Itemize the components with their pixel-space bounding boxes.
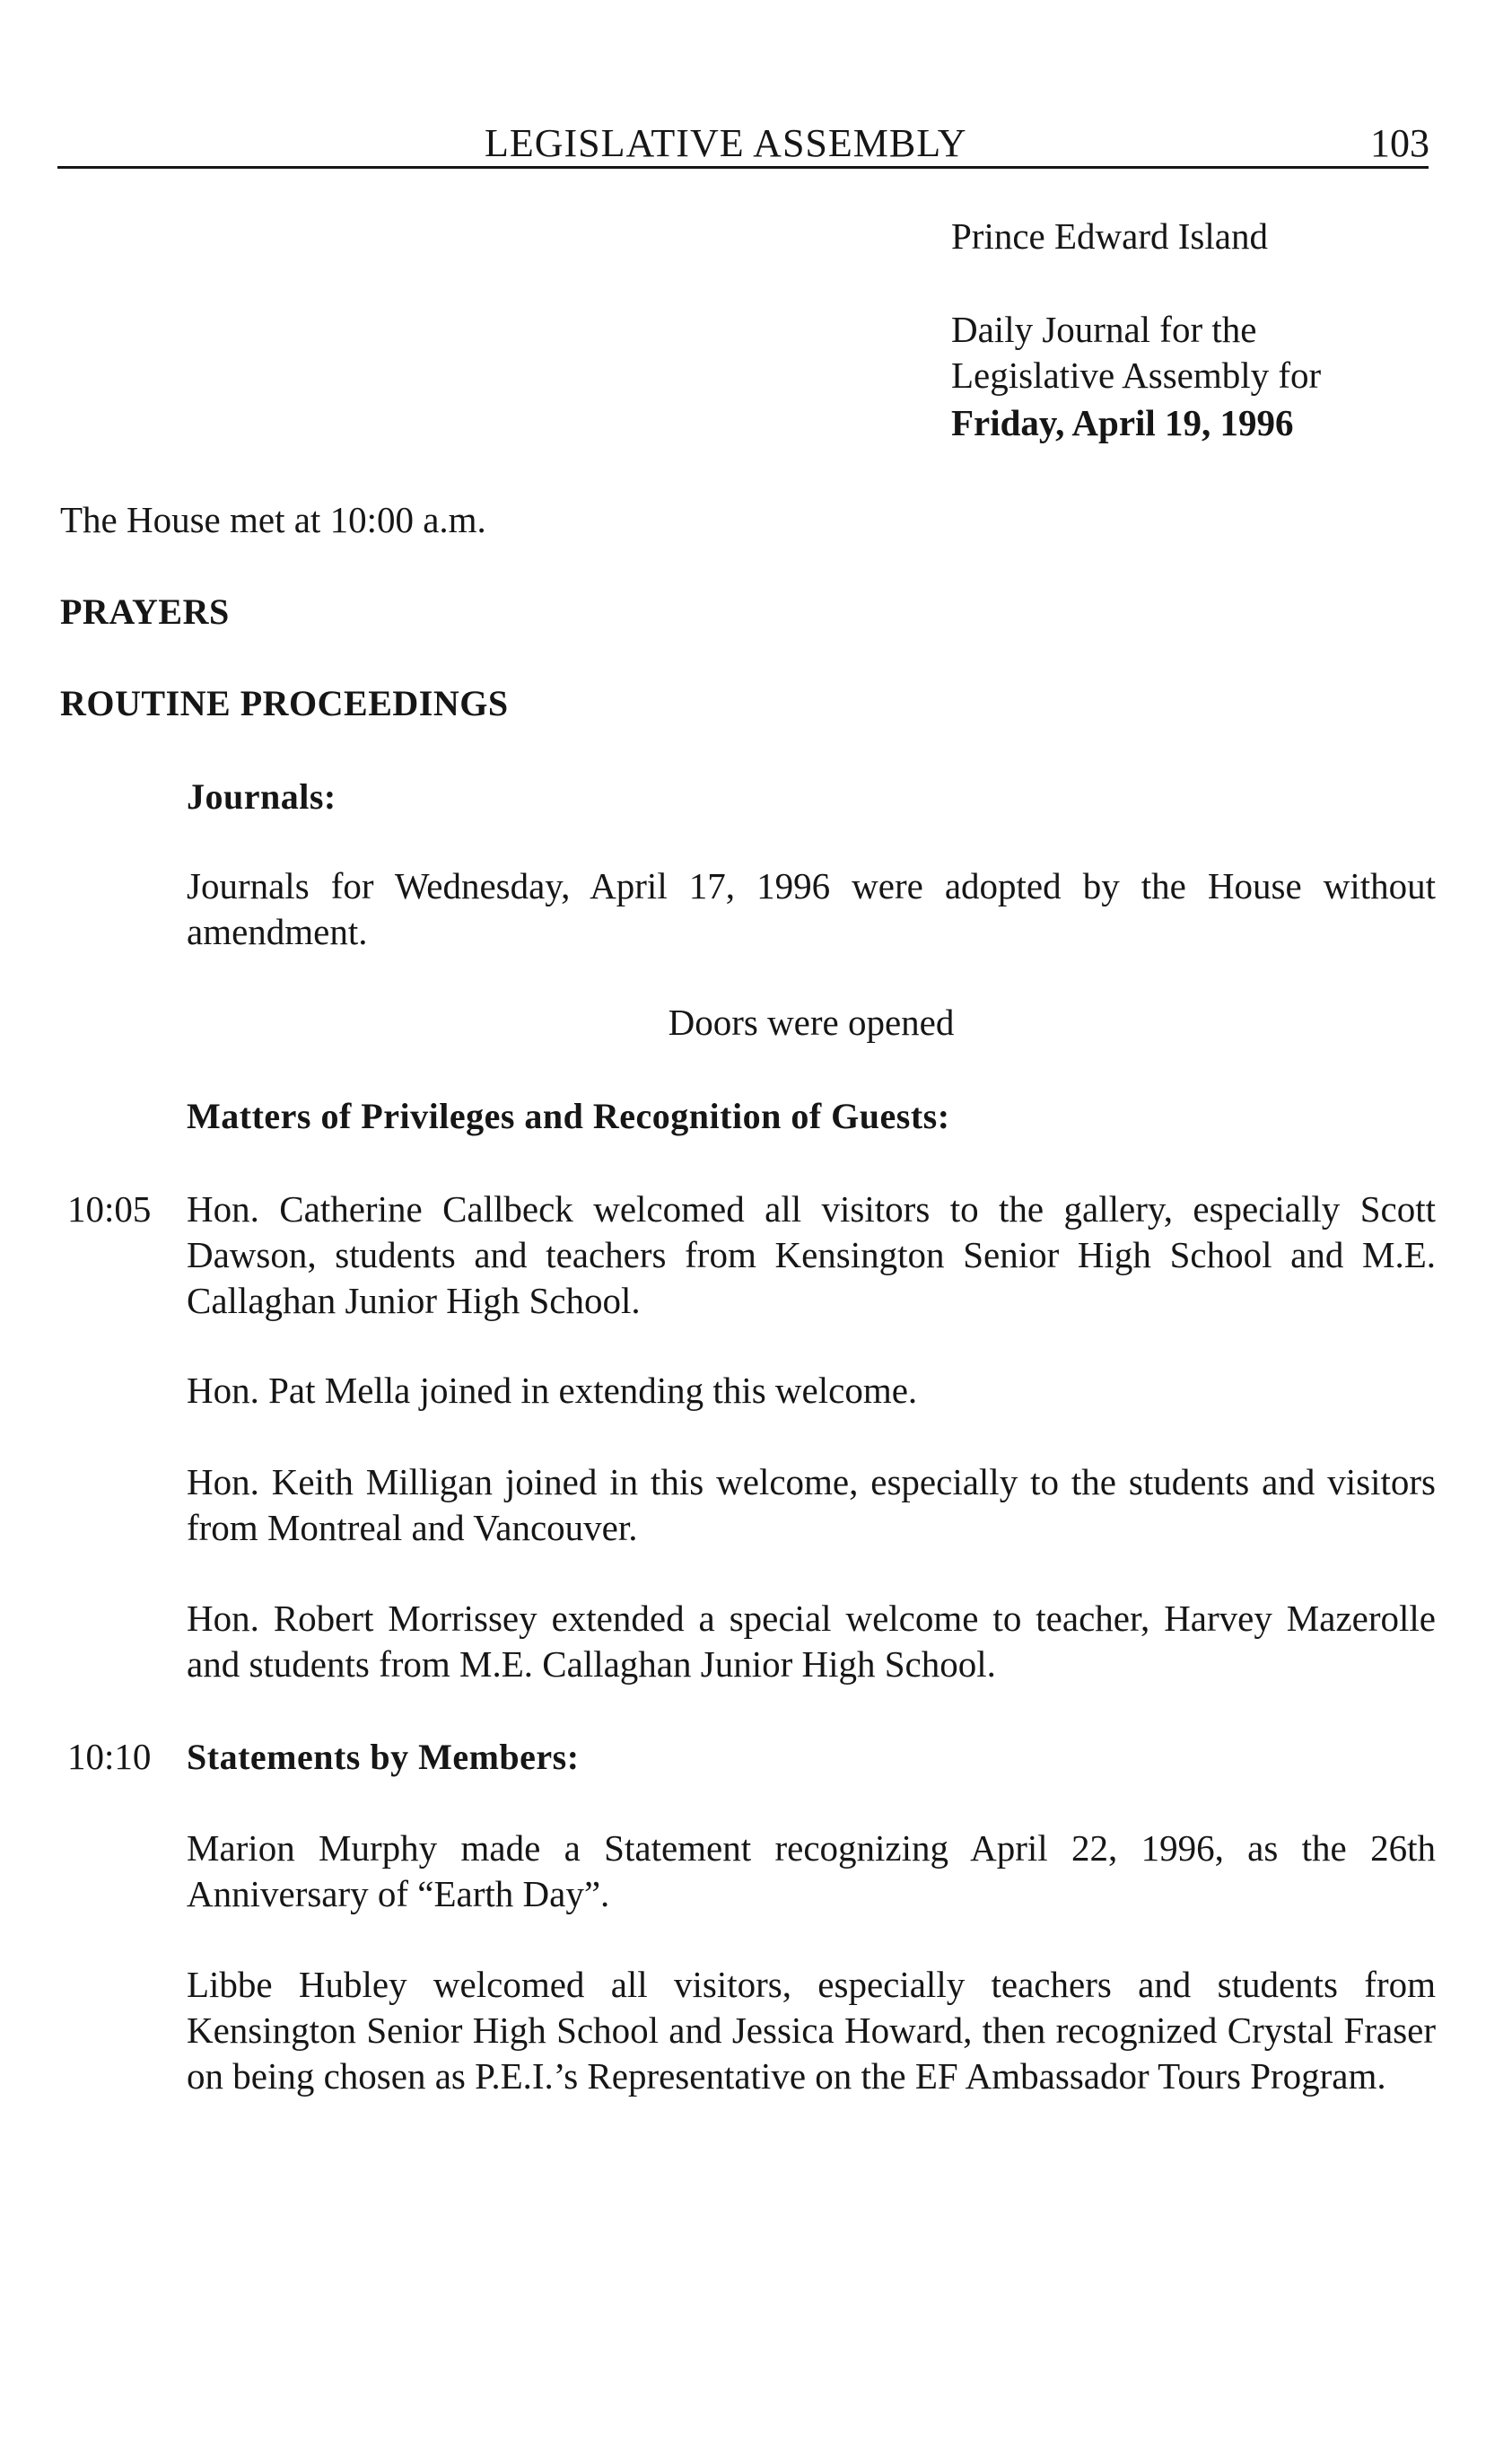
journal-title-line1: Daily Journal for the	[951, 309, 1257, 350]
statement-entry: Marion Murphy made a Statement recognizing April 22, 1996, as the 26th Anniversary of “Earth Day”.	[187, 1827, 1436, 1914]
time-stamp-1005: 10:05	[67, 1188, 152, 1230]
privileges-heading: Matters of Privileges and Recognition of Guests:	[187, 1096, 950, 1136]
page-number: 103	[1370, 121, 1429, 165]
journal-date: Friday, April 19, 1996	[951, 402, 1294, 443]
time-stamp-1010: 10:10	[67, 1736, 152, 1777]
journal-title-line2: Legislative Assembly for	[951, 355, 1322, 396]
province-name: Prince Edward Island	[951, 215, 1268, 257]
privileges-entry: Hon. Catherine Callbeck welcomed all visitors to the gallery, especially Scott Dawson, students and teachers from Kensington Senior High School and M.E. Callaghan Junior High School.	[187, 1188, 1436, 1321]
journals-text: Journals for Wednesday, April 17, 1996 were adopted by the House without amendment.	[187, 865, 1436, 952]
privileges-entry: Hon. Keith Milligan joined in this welcome, especially to the students and visitors from Montreal and Vancouver.	[187, 1461, 1436, 1548]
opening-statement: The House met at 10:00 a.m.	[60, 499, 486, 540]
header-rule	[57, 166, 1429, 169]
privileges-entry: Hon. Robert Morrissey extended a special welcome to teacher, Harvey Mazerolle and students from M.E. Callaghan Junior High School.	[187, 1598, 1436, 1685]
running-header-title: LEGISLATIVE ASSEMBLY	[485, 121, 967, 165]
doors-opened-note: Doors were opened	[668, 1002, 955, 1043]
prayers-heading: PRAYERS	[60, 591, 230, 632]
journals-heading: Journals:	[187, 776, 336, 817]
statement-entry: Libbe Hubley welcomed all visitors, especially teachers and students from Kensington Senior High School and Jessica Howard, then recognized Crystal Fraser on being chosen as P.E.I.’s Representative on the EF Ambassador Tours Program.	[187, 1964, 1436, 2097]
statements-heading: Statements by Members:	[187, 1737, 580, 1777]
privileges-entry: Hon. Pat Mella joined in extending this welcome.	[187, 1370, 918, 1411]
routine-proceedings-heading: ROUTINE PROCEEDINGS	[60, 683, 509, 723]
